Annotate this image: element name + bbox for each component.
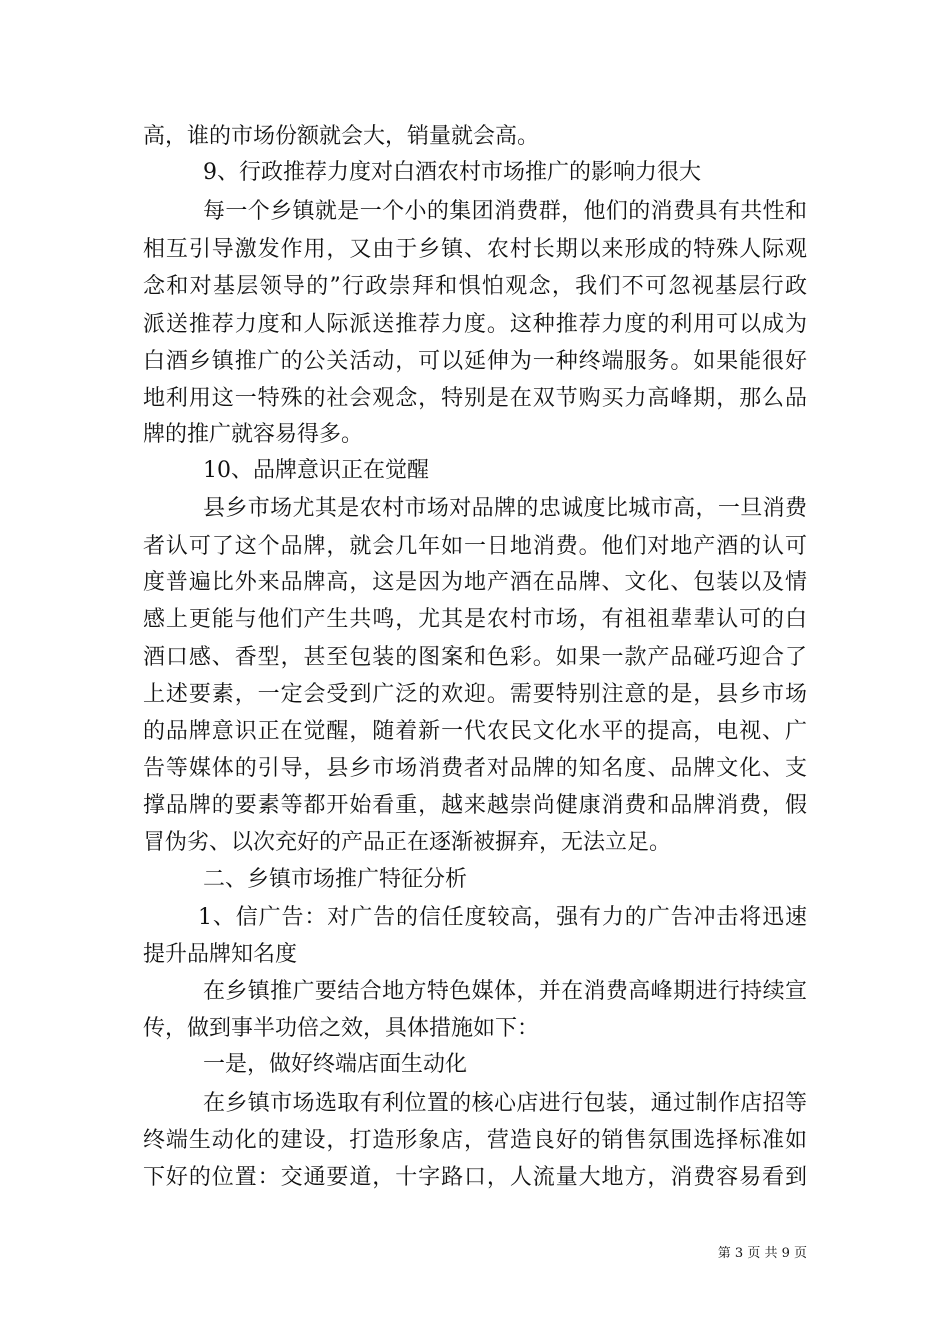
paragraph-line: 度普遍比外来品牌高，这是因为地产酒在品牌、文化、包装以及情 (143, 570, 807, 595)
paragraph-line: 相互引导激发作用，又由于乡镇、农村长期以来形成的特殊人际观 (143, 237, 807, 262)
page-number: 第 3 页 共 9 页 (717, 1246, 807, 1261)
paragraph-line: 撑品牌的要素等都开始看重，越来越崇尚健康消费和品牌消费，假 (143, 793, 807, 818)
paragraph-line: 酒口感、香型，甚至包装的图案和色彩。如果一款产品碰巧迎合了 (143, 645, 807, 670)
paragraph-line: 上述要素，一定会受到广泛的欢迎。需要特别注意的是，县乡市场 (143, 682, 807, 707)
section-heading: 一是，做好终端店面生动化 (203, 1052, 468, 1077)
paragraph-line: 在乡镇推广要结合地方特色媒体，并在消费高峰期进行持续宣 (203, 979, 807, 1004)
paragraph-line: 感上更能与他们产生共鸣，尤其是农村市场，有祖祖辈辈认可的白 (143, 607, 807, 632)
paragraph-line: 在乡镇市场选取有利位置的核心店进行包装，通过制作店招等 (203, 1091, 807, 1116)
paragraph-line: 派送推荐力度和人际派送推荐力度。这种推荐力度的利用可以成为 (143, 312, 807, 337)
paragraph-line: 终端生动化的建设，打造形象店，营造良好的销售氛围选择标准如 (143, 1128, 807, 1153)
paragraph-line: 高，谁的市场份额就会大，销量就会高。 (143, 124, 540, 149)
paragraph-line: 念和对基层领导的”行政崇拜和惧怕观念，我们不可忽视基层行政 (143, 274, 807, 299)
paragraph-line: 1、信广告：对广告的信任度较高，强有力的广告冲击将迅速 (198, 905, 807, 930)
section-heading: 二、乡镇市场推广特征分析 (203, 867, 468, 892)
paragraph-line: 冒伪劣、以次充好的产品正在逐渐被摒弃，无法立足。 (143, 830, 672, 855)
paragraph-line: 每一个乡镇就是一个小的集团消费群，他们的消费具有共性和 (203, 199, 807, 224)
paragraph-line: 传，做到事半功倍之效，具体措施如下： (143, 1016, 540, 1041)
paragraph-line: 牌的推广就容易得多。 (143, 422, 364, 447)
paragraph-line: 告等媒体的引导，县乡市场消费者对品牌的知名度、品牌文化、支 (143, 756, 807, 781)
section-heading: 9、行政推荐力度对白酒农村市场推广的影响力很大 (203, 160, 701, 185)
paragraph-line: 下好的位置：交通要道，十字路口，人流量大地方，消费容易看到 (143, 1165, 807, 1190)
paragraph-line: 的品牌意识正在觉醒，随着新一代农民文化水平的提高，电视、广 (143, 719, 807, 744)
paragraph-line: 提升品牌知名度 (143, 942, 298, 967)
paragraph-line: 者认可了这个品牌，就会几年如一日地消费。他们对地产酒的认可 (143, 534, 807, 559)
section-heading: 10、品牌意识正在觉醒 (203, 458, 429, 483)
paragraph-line: 县乡市场尤其是农村市场对品牌的忠诚度比城市高，一旦消费 (203, 496, 807, 521)
paragraph-line: 白酒乡镇推广的公关活动，可以延伸为一种终端服务。如果能很好 (143, 349, 807, 374)
paragraph-line: 地利用这一特殊的社会观念，特别是在双节购买力高峰期，那么品 (143, 386, 807, 411)
